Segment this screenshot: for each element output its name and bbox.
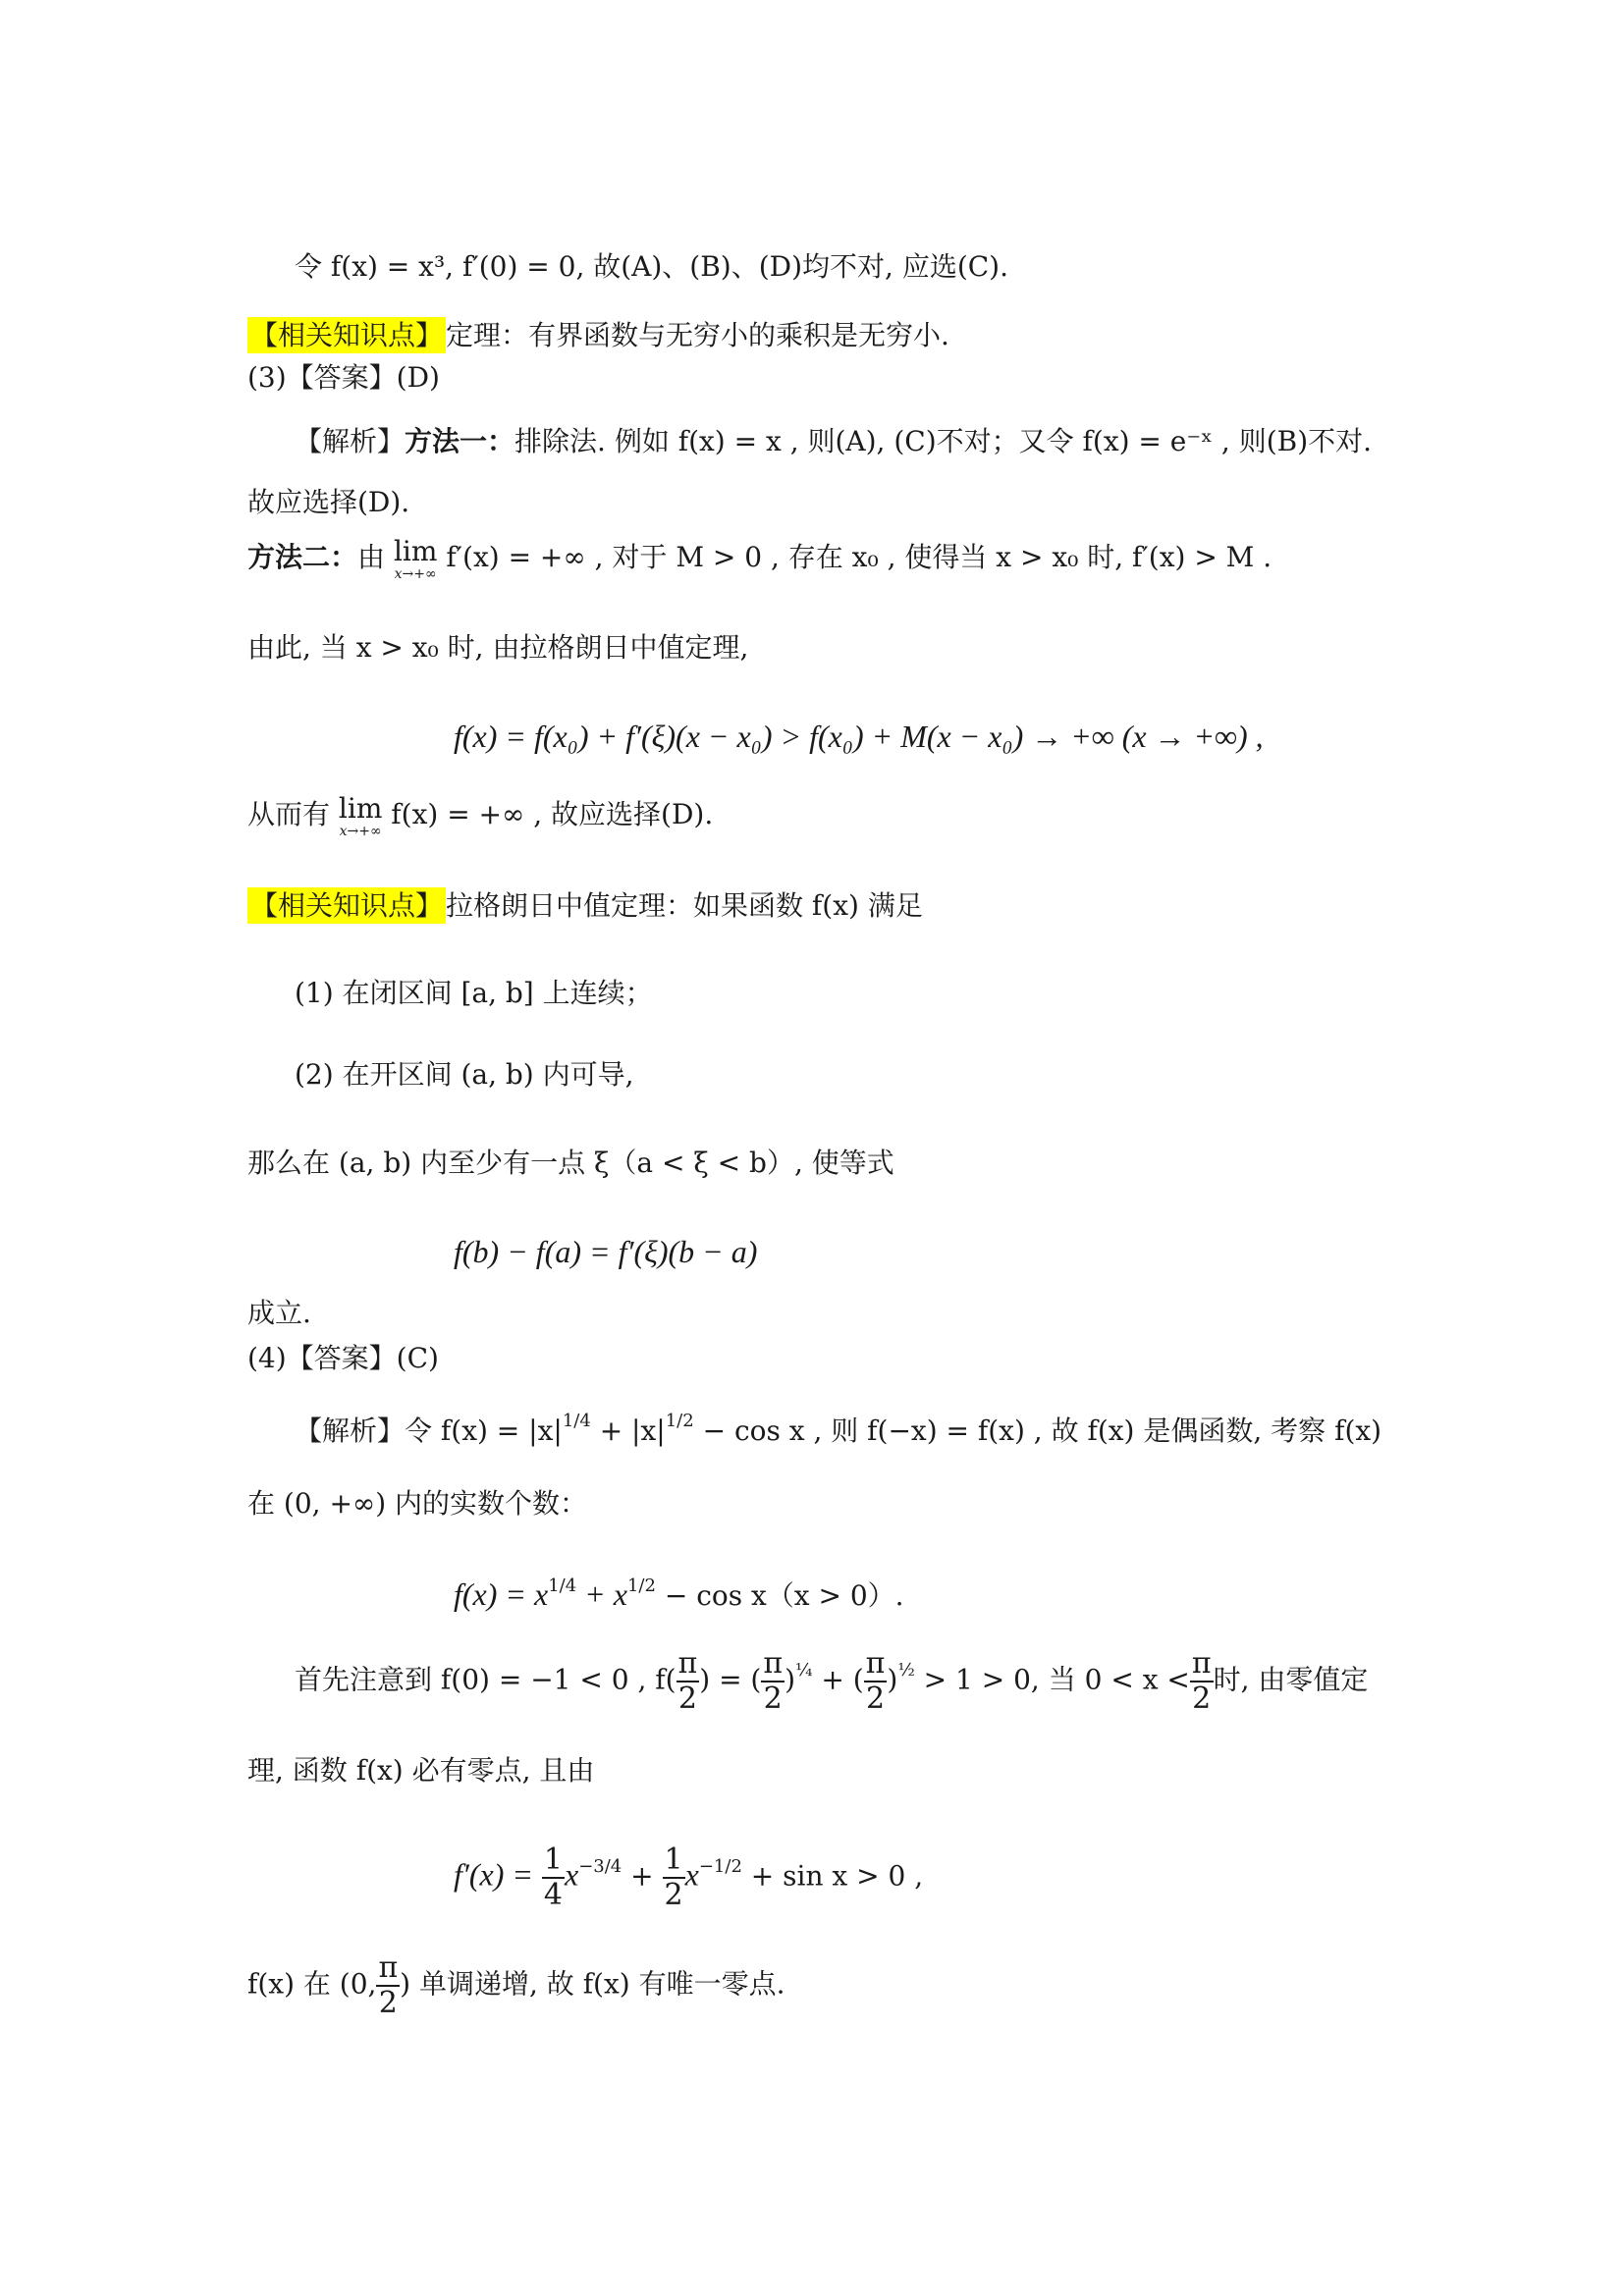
formula-text: f(x) = x	[454, 1576, 549, 1612]
numerator: π	[1191, 1646, 1212, 1681]
fraction	[864, 1646, 888, 1716]
answer-text: (4)【答案】(C)	[247, 1342, 439, 1374]
math-text: 【解析】令 f(x) = |x|	[295, 1415, 563, 1447]
exponent: 1/2	[626, 1575, 656, 1596]
numerator: π	[677, 1646, 698, 1681]
formula-text: f(x) = f(x₀) + f′(ξ)(x − x₀) > f(x₀) + M(x − x₀) → +∞ (x → +∞) ,	[454, 719, 1264, 754]
text: 由	[357, 541, 386, 573]
math-text: 令 f(x) = x³, f′(0) = 0, 故(A)、(B)、(D)均不对, 应选(C).	[295, 250, 1009, 283]
method-one-label: 方法一：	[405, 425, 515, 457]
numerator: 1	[664, 1842, 683, 1877]
exponent: 1/2	[665, 1411, 694, 1431]
exponent: ½	[897, 1659, 915, 1681]
method-two-label: 方法二：	[247, 541, 358, 573]
text-line	[247, 1950, 785, 2020]
lim-subscript: x→+∞	[339, 824, 382, 839]
exponent: 1/4	[548, 1575, 577, 1596]
formula-text: x	[565, 1856, 579, 1893]
text: 成立.	[247, 1297, 311, 1329]
condition-item	[295, 1055, 634, 1095]
text-line	[247, 1751, 594, 1790]
formula-text: f(b) − f(a) = f′(ξ)(b − a)	[454, 1234, 758, 1269]
answer-text: (3)【答案】(D)	[247, 361, 440, 394]
display-formula	[454, 717, 1264, 758]
analysis-line	[295, 422, 1372, 461]
lim-text: lim	[338, 792, 383, 825]
text-line	[295, 247, 1008, 287]
math-text: ) 单调递增, 故 f(x) 有唯一零点.	[400, 1967, 785, 2001]
math-text: ) = (	[699, 1663, 762, 1696]
condition-text: (1) 在闭区间 [a, b] 上连续；	[295, 977, 653, 1009]
text-line	[247, 483, 409, 522]
display-formula	[454, 1575, 904, 1620]
formula-text: + x	[576, 1576, 627, 1612]
math-text: 排除法. 例如 f(x) = x , 则(A), (C)不对；又令 f(x) = e⁻ˣ , 则(B)不对.	[514, 425, 1373, 457]
fraction	[376, 1950, 400, 2020]
math-text: )	[785, 1663, 796, 1696]
limit-notation	[338, 792, 383, 839]
analysis-line	[295, 1412, 1381, 1455]
highlight-tag: 【相关知识点】	[247, 317, 446, 353]
denominator: 2	[677, 1682, 697, 1716]
math-text: 首先注意到 f(0) = −1 < 0 , f(	[295, 1663, 677, 1696]
denominator: 2	[378, 1986, 398, 2020]
text-line	[247, 316, 949, 355]
formula-text: x	[684, 1856, 699, 1893]
math-text: )	[887, 1663, 898, 1696]
text-line	[247, 792, 714, 839]
answer-line	[247, 1339, 439, 1378]
numerator: π	[378, 1950, 399, 1985]
formula-text: + sin x > 0 ,	[741, 1859, 924, 1893]
text: 故应选择(D).	[247, 486, 410, 518]
text: 理, 函数 f(x) 必有零点, 且由	[247, 1754, 595, 1787]
text-line	[295, 1646, 1369, 1716]
formula-text: +	[622, 1859, 654, 1893]
denominator: 2	[664, 1878, 683, 1912]
math-text: + |x|	[590, 1415, 666, 1447]
text-line	[247, 886, 923, 926]
exponent: −1/2	[698, 1855, 742, 1877]
exponent: 1/4	[562, 1411, 591, 1431]
limit-notation	[393, 535, 438, 582]
fraction	[542, 1842, 565, 1912]
numerator: π	[865, 1646, 886, 1681]
lim-subscript: x→+∞	[394, 566, 437, 582]
analysis-label: 【解析】	[295, 425, 406, 457]
text: 那么在 (a, b) 内至少有一点 ξ（a < ξ < b）, 使等式	[247, 1147, 894, 1179]
text-line	[247, 1484, 587, 1523]
display-formula	[454, 1842, 924, 1912]
display-formula	[454, 1232, 757, 1273]
math-text: f(x) = +∞ , 故应选择(D).	[391, 798, 714, 830]
numerator: π	[763, 1646, 784, 1681]
text: 由此, 当 x > x₀ 时, 由拉格朗日中值定理,	[247, 631, 749, 664]
text: 从而有	[247, 798, 331, 830]
fraction	[761, 1646, 785, 1716]
fraction	[1190, 1646, 1214, 1716]
text-line	[247, 628, 748, 667]
denominator: 2	[865, 1682, 886, 1716]
math-text: − cos x , 则 f(−x) = f(x) , 故 f(x) 是偶函数, 考察 f(x)	[693, 1415, 1382, 1447]
highlight-tag: 【相关知识点】	[247, 887, 446, 924]
theorem-text: 定理：有界函数与无穷小的乘积是无穷小.	[446, 319, 949, 351]
formula-text: − cos x（x > 0）.	[655, 1579, 904, 1612]
numerator: 1	[543, 1842, 563, 1877]
condition-item	[295, 974, 653, 1013]
method-two-line	[247, 535, 1272, 582]
answer-line	[247, 358, 440, 398]
math-text: f(x) 在 (0,	[247, 1967, 377, 2001]
text: 在 (0, +∞) 内的实数个数：	[247, 1487, 588, 1520]
denominator: 2	[1192, 1682, 1212, 1716]
math-text: > 1 > 0, 当 0 < x <	[914, 1663, 1190, 1696]
text-line	[247, 1294, 311, 1333]
text-line	[247, 1144, 894, 1183]
math-text: f′(x) = +∞ , 对于 M > 0 , 存在 x₀ , 使得当 x > x₀ 时, f′(x) > M .	[446, 541, 1272, 573]
fraction	[663, 1842, 685, 1912]
denominator: 2	[763, 1682, 783, 1716]
condition-text: (2) 在开区间 (a, b) 内可导,	[295, 1058, 634, 1091]
denominator: 4	[543, 1878, 563, 1912]
formula-text: f′(x) =	[454, 1856, 533, 1893]
math-text: 时, 由零值定	[1213, 1663, 1369, 1696]
exponent: −3/4	[578, 1855, 623, 1877]
math-text: + (	[812, 1663, 864, 1696]
exponent: ¼	[795, 1659, 813, 1681]
lim-text: lim	[393, 535, 438, 567]
theorem-text: 拉格朗日中值定理：如果函数 f(x) 满足	[446, 889, 923, 922]
fraction	[677, 1646, 700, 1716]
